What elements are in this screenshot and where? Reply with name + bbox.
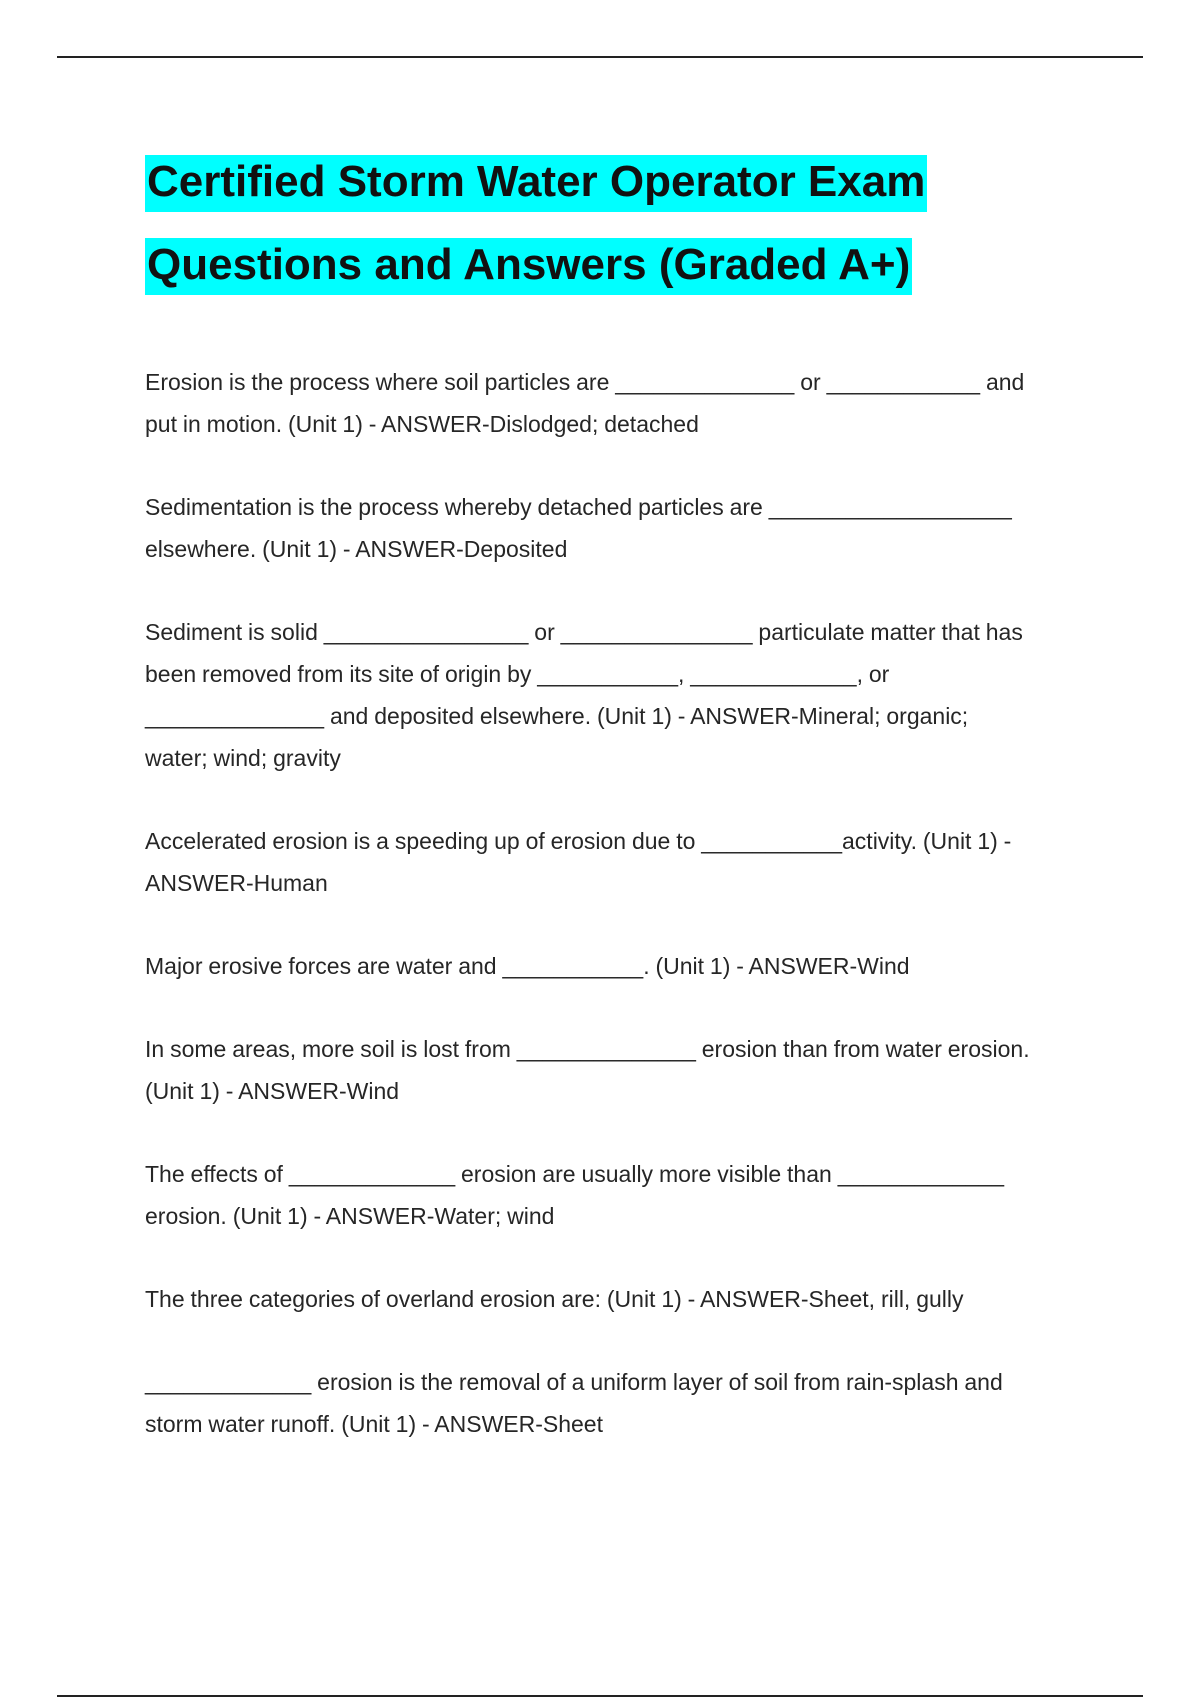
qa-item-1 [145, 361, 1085, 445]
qa-item-9-line-2: storm water runoff. (Unit 1) - ANSWER-Sheet [145, 1411, 603, 1437]
qa-item-3-line-2: been removed from its site of origin by ___________, _____________, or [145, 661, 890, 687]
qa-item-7-line-2: erosion. (Unit 1) - ANSWER-Water; wind [145, 1203, 555, 1229]
qa-item-3-line-4: water; wind; gravity [145, 745, 341, 771]
qa-item-4-line-1: Accelerated erosion is a speeding up of erosion due to ___________activity. (Unit 1) - [145, 828, 1012, 854]
qa-item-5-line-1: Major erosive forces are water and ___________. (Unit 1) - ANSWER-Wind [145, 953, 910, 979]
qa-item-7 [145, 1153, 1085, 1237]
qa-item-4 [145, 820, 1085, 904]
qa-item-9 [145, 1361, 1085, 1445]
qa-item-3-line-3: ______________ and deposited elsewhere. (Unit 1) - ANSWER-Mineral; organic; [145, 703, 969, 729]
qa-item-8 [145, 1278, 1085, 1320]
qa-item-5 [145, 945, 1085, 987]
qa-item-6-line-1: In some areas, more soil is lost from ______________ erosion than from water erosion. [145, 1036, 1030, 1062]
qa-item-6-line-2: (Unit 1) - ANSWER-Wind [145, 1078, 400, 1104]
document-title [145, 140, 1085, 306]
qa-item-9-line-1: _____________ erosion is the removal of a uniform layer of soil from rain-splash and [145, 1369, 1003, 1395]
qa-item-1-line-1: Erosion is the process where soil particles are ______________ or ____________ and [145, 369, 1025, 395]
document-body [145, 140, 1085, 1486]
bottom-rule [57, 1695, 1143, 1697]
qa-item-2 [145, 486, 1085, 570]
qa-item-8-line-1: The three categories of overland erosion are: (Unit 1) - ANSWER-Sheet, rill, gully [145, 1286, 964, 1312]
qa-item-2-line-1: Sedimentation is the process whereby detached particles are ___________________ [145, 494, 1012, 520]
qa-item-7-line-1: The effects of _____________ erosion are usually more visible than _____________ [145, 1161, 1004, 1187]
qa-item-1-line-2: put in motion. (Unit 1) - ANSWER-Dislodged; detached [145, 411, 699, 437]
title-line-2: Questions and Answers (Graded A+) [145, 238, 912, 295]
qa-item-4-line-2: ANSWER-Human [145, 870, 328, 896]
top-rule [57, 56, 1143, 58]
title-line-1: Certified Storm Water Operator Exam [145, 155, 927, 212]
qa-item-3 [145, 611, 1085, 779]
qa-item-2-line-2: elsewhere. (Unit 1) - ANSWER-Deposited [145, 536, 568, 562]
qa-item-3-line-1: Sediment is solid ________________ or _______________ particulate matter that has [145, 619, 1023, 645]
qa-item-6 [145, 1028, 1085, 1112]
